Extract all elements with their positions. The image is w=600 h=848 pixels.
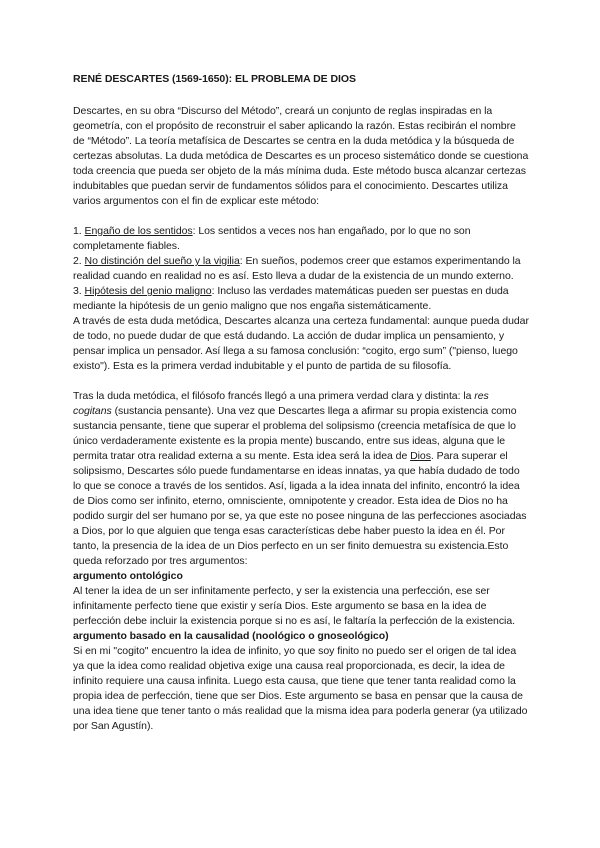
causality-heading: argumento basado en la causalidad (noológico o gnoseológico)	[73, 630, 389, 642]
res-cogitans-term: res cogitans	[73, 390, 489, 417]
dios-term: Dios	[410, 450, 431, 462]
causality-paragraph: Si en mi "cogito" encuentro la idea de infinito, yo que soy finito no puedo ser el origen de tal idea ya que la idea como realidad objetiva exige una causa real proporcionada, es decir, la idea de infinito requiere una causa infinita. Luego esta causa, que tiene que tener tanta realidad como la propia idea de perfección, tiene que ser Dios. Este argumento se basa en pensar que la causa de una idea tiene que tener tanto o más realidad que la misma idea para poderla generar (ya utilizado por San Agustín).	[73, 645, 528, 732]
cogito-paragraph: A través de esta duda metódica, Descartes alcanza una certeza fundamental: aunque pueda dudar de todo, no puede dudar de que está dudando. La acción de dudar implica un pensamiento, y pensar implica un pensador. Así llega a su famosa conclusión: “cogito, ergo sum” ("pienso, luego existo"). Esta es la primera verdad indubitable y el punto de partida de su filosofía.	[73, 315, 529, 372]
argument-number: 2.	[73, 255, 85, 267]
arguments-list	[73, 224, 529, 374]
argument-text: : Incluso las verdades matemáticas pueden ser puestas en duda mediante la hipótesis de un genio maligno que nos engaña sistemáticamente.	[73, 285, 509, 312]
argument-term: Hipótesis del genio maligno	[84, 285, 212, 297]
document-body	[73, 72, 529, 734]
god-paragraph	[73, 389, 529, 569]
argument-text: : En sueños, podemos creer que estamos experimentando la realidad cuando en realidad no es así. Esto lleva a dudar de la existencia de un mundo externo.	[73, 255, 521, 282]
argument-term: No distinción del sueño y la vigilia	[84, 255, 240, 267]
ontological-heading: argumento ontológico	[73, 570, 183, 582]
argument-text: : Los sentidos a veces nos han engañado, por lo que no son completamente fiables.	[73, 225, 471, 252]
ontological-paragraph: Al tener la idea de un ser infinitamente perfecto, y ser la existencia una perfección, ese ser infinitamente perfecto tiene que existir y sería Dios. Este argumento se basa en la idea de perfección debe incluir la existencia porque si no es así, le faltaría la perfección de la existencia.	[73, 585, 515, 627]
argument-item-1	[73, 224, 529, 254]
intro-paragraph: Descartes, en su obra “Discurso del Método”, creará un conjunto de reglas inspiradas en la geometría, con el propósito de reconstruir el saber aplicando la razón. Estas recibirán el nombre de “Método”. La teoría metafísica de Descartes se centra en la duda metódica y la búsqueda de certezas absolutas. La duda metódica de Descartes es un proceso sistemático donde se cuestiona toda creencia que pueda ser objeto de la más mínima duda. Este método busca alcanzar certezas indubitables que puedan servir de fundamentos sólidos para el conocimiento. Descartes utiliza varios argumentos con el fin de explicar este método:	[73, 105, 529, 207]
god-text-3: . Para superar el solipsismo, Descartes sólo puede fundamentarse en ideas innatas, ya que había dudado de todo lo que se conoce a través de los sentidos. Así, ligada a la idea innata del infinito, encontró la idea de Dios como ser infinito, eterno, omnisciente, omnipotente y creador. Esta idea de Dios no ha podido surgir del ser humano por se, ya que este no posee ninguna de las perfecciones asociadas a Dios, por lo que alguien que tenga esas características debe haber puesto la idea en él. Por tanto, la presencia de la idea de un Dios perfecto en un ser finito demuestra su existencia.Esto queda reforzado por tres argumentos:	[73, 450, 527, 567]
god-text-2: (sustancia pensante). Una vez que Descartes llega a afirmar su propia existencia como sustancia pensante, tiene que superar el problema del solipsismo (creencia metafísica de que lo único verdaderamente existente es la propia mente) buscando, entre sus ideas, alguna que le permita tratar otra realidad externa a su mente. Esta idea será la idea de	[73, 405, 517, 462]
argument-item-2	[73, 254, 529, 284]
argument-term: Engaño de los sentidos	[84, 225, 193, 237]
argument-number: 3.	[73, 285, 85, 297]
page-title: RENÉ DESCARTES (1569-1650): EL PROBLEMA DE DIOS	[73, 73, 356, 85]
argument-number: 1.	[73, 225, 85, 237]
argument-item-3	[73, 284, 529, 314]
god-text-1: Tras la duda metódica, el filósofo francés llegó a una primera verdad clara y distinta: la	[73, 390, 475, 402]
